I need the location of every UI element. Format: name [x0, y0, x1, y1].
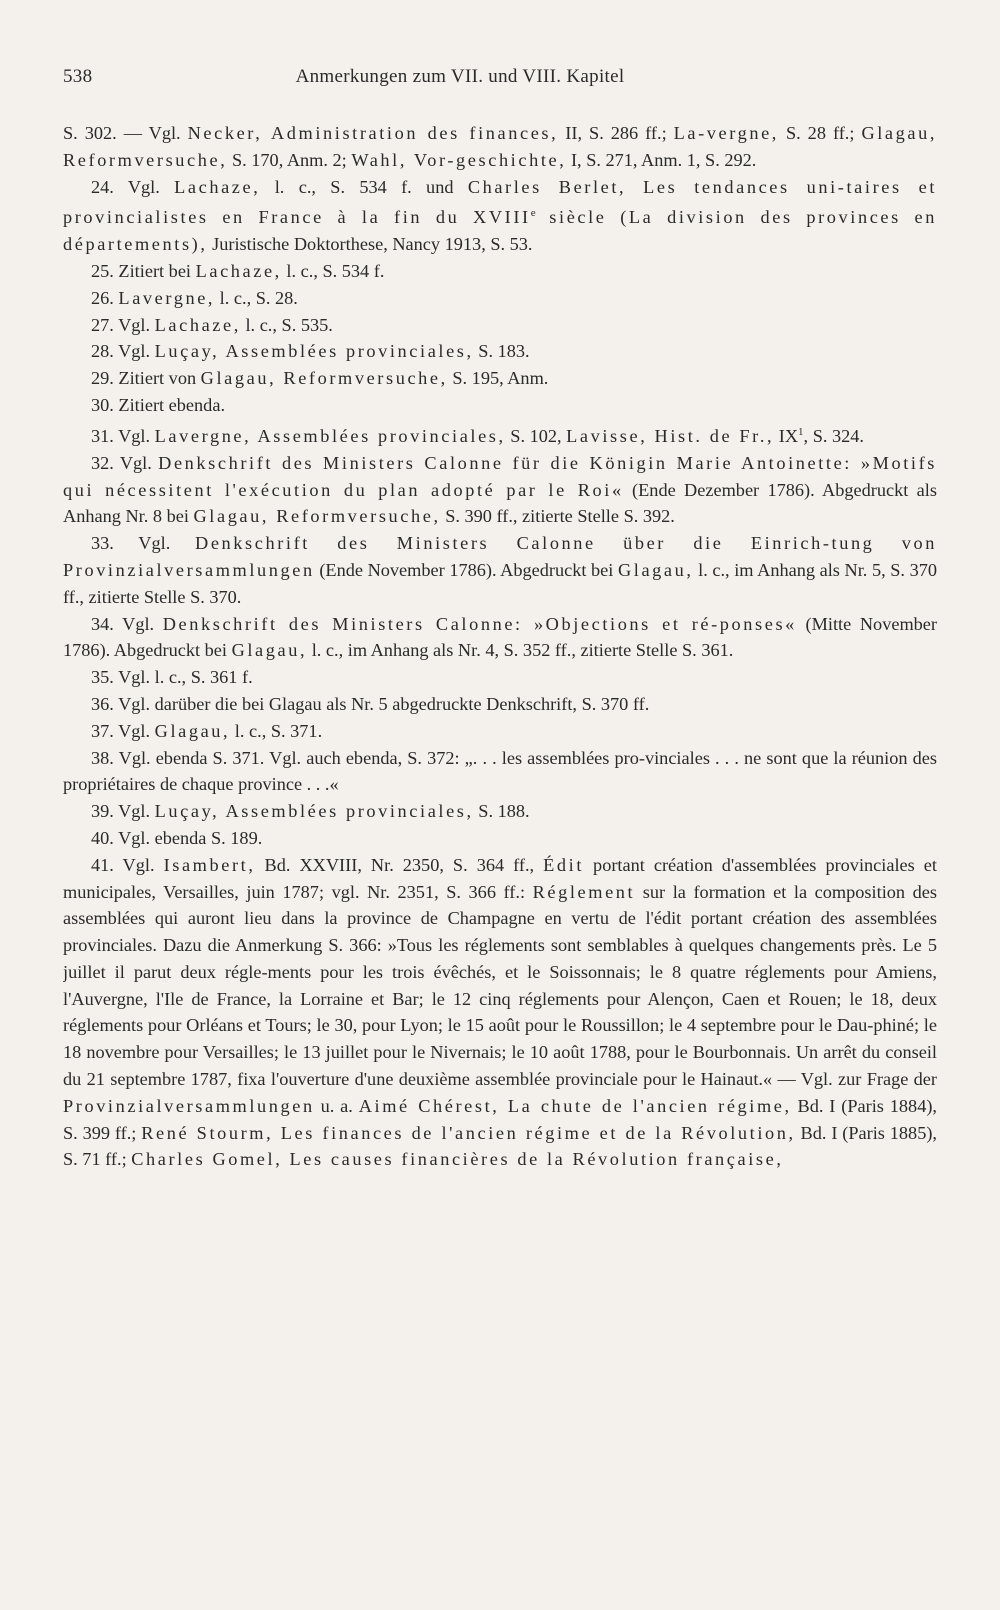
endnote: [63, 530, 937, 610]
spaced-text: Lavergne,: [118, 287, 216, 308]
spaced-text: Aimé Chérest, La chute de l'ancien régime,: [358, 1095, 792, 1116]
endnote: [63, 312, 937, 339]
endnote: [63, 825, 937, 852]
page-number: 538: [63, 66, 93, 87]
endnotes: [63, 120, 937, 1173]
spaced-text: Lavisse, Hist. de Fr.,: [566, 425, 775, 446]
spaced-text: Glagau, Reformversuche,: [200, 368, 448, 389]
note-text: l. c., im Anhang als Nr. 5, S. 370 ff., zitierte Stelle S. 370.: [63, 559, 937, 607]
note-text: I, S. 271, Anm. 1, S. 292.: [566, 149, 757, 170]
note-text: 39. Vgl.: [91, 801, 155, 822]
note-text: Bd. XXVIII, Nr. 2350, S. 364 ff.,: [255, 854, 544, 875]
spaced-text: Wahl, Vor-geschichte,: [351, 149, 567, 170]
note-text: 35. Vgl. l. c., S. 361 f.: [91, 667, 253, 688]
note-text: (Ende Dezember 1786). Abgedruckt als Anhang Nr. 8 bei: [63, 479, 937, 527]
note-text: (Ende November 1786). Abgedruckt bei: [314, 559, 618, 580]
spaced-text: Necker, Administration des finances,: [187, 123, 559, 143]
spaced-text: Glagau,: [617, 559, 694, 580]
spaced-text: Isambert,: [163, 854, 256, 875]
note-text: 1: [798, 425, 804, 438]
note-text: 36. Vgl. darüber die bei Glagau als Nr. 5 abgedruckte Denkschrift, S. 370 ff.: [91, 693, 650, 714]
note-text: 40. Vgl. ebenda S. 189.: [91, 827, 263, 848]
spaced-text: Glagau, Reformversuche,: [63, 123, 937, 170]
note-text: l. c., im Anhang als Nr. 4, S. 352 ff., zitierte Stelle S. 361.: [307, 640, 734, 661]
spaced-text: Réglement: [532, 881, 636, 902]
note-text: 26.: [91, 287, 119, 308]
note-text: , S. 324.: [803, 425, 864, 446]
spaced-text: Glagau,: [154, 720, 231, 741]
spaced-text: Lachaze,: [154, 314, 241, 335]
spaced-text: René Stourm, Les finances de l'ancien régime et de la Révolution,: [141, 1122, 796, 1143]
note-text: S. 188.: [473, 801, 530, 822]
note-text: l. c., S. 371.: [230, 720, 323, 741]
note-text: sur la formation et la composition des assemblées qui auront lieu dans la province de Champagne en vertu de l'édit portant création des assemblées provinciales. Dazu die Anmerkung S. 366: »Tous les réglements sont semblables à quelques changements près. Le 5 juillet il parut deux régle-ments pour les trois évêchés, et le Soissonnais; le 8 quatre réglements pour Amiens, l'Auvergne, l'Ile de France, la Lorraine et Bar; le 12 cinq réglements pour Alençon, Caen et Rouen; le 18, deux réglements pour Orléans et Tours; le 30, pour Lyon; le 15 août pour le Roussillon; le 4 septembre pour le Dau-phiné; le 18 novembre pour Versailles; le 13 juillet pour le Nivernais; le 10 août 1788, pour le Bourbonnais. Un arrêt du conseil du 21 septembre 1787, fixa l'ouverture d'une deuxième assemblée provinciale pour le Hainaut.« — Vgl. zur Frage der: [63, 881, 937, 1090]
spaced-text: Denkschrift des Ministers Calonne: »Objections et ré-ponses«: [162, 613, 797, 634]
note-text: l. c., S. 535.: [240, 314, 333, 335]
note-text: IX: [774, 425, 799, 446]
note-text: S. 102,: [505, 425, 567, 446]
spaced-text: Lachaze,: [174, 176, 261, 197]
endnote: [63, 611, 937, 665]
endnote: [63, 419, 937, 450]
endnote: [63, 174, 937, 258]
endnote: [63, 852, 937, 1174]
note-text: S. 195, Anm.: [447, 368, 549, 389]
endnote: [63, 120, 937, 174]
note-text: S. 390 ff., zitierte Stelle S. 392.: [440, 506, 675, 527]
note-text: l. c., S. 28.: [215, 287, 298, 308]
note-text: 34. Vgl.: [91, 613, 163, 634]
note-text: 32. Vgl.: [91, 452, 159, 473]
endnote: [63, 745, 937, 799]
endnote: [63, 691, 937, 718]
spaced-text: Charles Gomel, Les causes financières de la Révolution française,: [131, 1149, 784, 1170]
note-text: 31. Vgl.: [91, 425, 155, 446]
note-text: 37. Vgl.: [91, 720, 155, 741]
note-text: 28. Vgl.: [91, 341, 155, 362]
spaced-text: La-vergne,: [673, 123, 779, 143]
note-text: 38. Vgl. ebenda S. 371. Vgl. auch ebenda, S. 372: „. . . les assemblées pro-vinciales . . . ne sont que la réunion des propriétaires de chaque province . . .«: [63, 747, 937, 795]
endnote: [63, 664, 937, 691]
endnote: [63, 365, 937, 392]
note-text: S. 302. — Vgl.: [63, 123, 188, 143]
spaced-text: Lachaze,: [195, 261, 282, 282]
spaced-text: Denkschrift des Ministers Calonne für die Königin Marie Antoinette: »Motifs qui nécessitent l'exécution du plan adopté par le Roi«: [63, 452, 937, 500]
endnote: [63, 285, 937, 312]
note-text: S. 28 ff.;: [778, 123, 862, 143]
note-text: 27. Vgl.: [91, 314, 155, 335]
note-text: 29. Zitiert von: [91, 368, 201, 389]
note-text: l. c., S. 534 f.: [281, 261, 385, 282]
endnote: [63, 450, 937, 530]
note-text: (Mitte November 1786). Abgedruckt bei: [63, 613, 937, 661]
endnote: [63, 338, 937, 365]
endnote: [63, 798, 937, 825]
note-text: u. a.: [314, 1095, 359, 1116]
note-text: 30. Zitiert ebenda.: [91, 395, 226, 416]
note-text: 25. Zitiert bei: [91, 261, 196, 282]
book-page: [63, 56, 937, 1586]
note-text: e: [530, 207, 536, 220]
spaced-text: siècle (La division des provinces en départements),: [63, 207, 937, 255]
spaced-text: Charles Berlet, Les tendances uni-taires et provincialistes en France à la fin du XVIII: [63, 176, 937, 228]
endnote: [63, 718, 937, 745]
note-text: 24. Vgl.: [91, 176, 175, 197]
note-text: Juristische Doktorthese, Nancy 1913, S. 53.: [207, 234, 533, 255]
note-text: II, S. 286 ff.;: [558, 123, 674, 143]
spaced-text: Luçay, Assemblées provinciales,: [154, 801, 474, 822]
endnote: [63, 392, 937, 419]
note-text: l. c., S. 534 f. und: [260, 176, 468, 197]
spaced-text: Denkschrift des Ministers Calonne über die Einrich-tung von Provinzialversammlungen: [63, 533, 937, 580]
note-text: S. 170, Anm. 2;: [227, 149, 352, 170]
note-text: S. 183.: [473, 341, 530, 362]
note-text: Bd. I (Paris 1885), S. 71 ff.;: [63, 1122, 937, 1170]
spaced-text: Luçay, Assemblées provinciales,: [154, 341, 474, 362]
note-text: 33. Vgl.: [91, 533, 196, 554]
running-head: Anmerkungen zum VII. und VIII. Kapitel: [295, 66, 625, 87]
spaced-text: Provinzialversammlungen: [63, 1095, 315, 1116]
note-text: 41. Vgl.: [91, 854, 164, 875]
spaced-text: Glagau, Reformversuche,: [193, 506, 441, 527]
spaced-text: Lavergne, Assemblées provinciales,: [154, 425, 506, 446]
note-text: Bd. I (Paris 1884), S. 399 ff.;: [63, 1095, 937, 1143]
spaced-text: Glagau,: [231, 640, 308, 661]
note-text: portant création d'assemblées provinciales et municipales, Versailles, juin 1787; vgl. Nr. 2351, S. 366 ff.:: [63, 854, 937, 902]
page-header: [63, 56, 937, 96]
spaced-text: Édit: [543, 854, 585, 875]
endnote: [63, 258, 937, 285]
